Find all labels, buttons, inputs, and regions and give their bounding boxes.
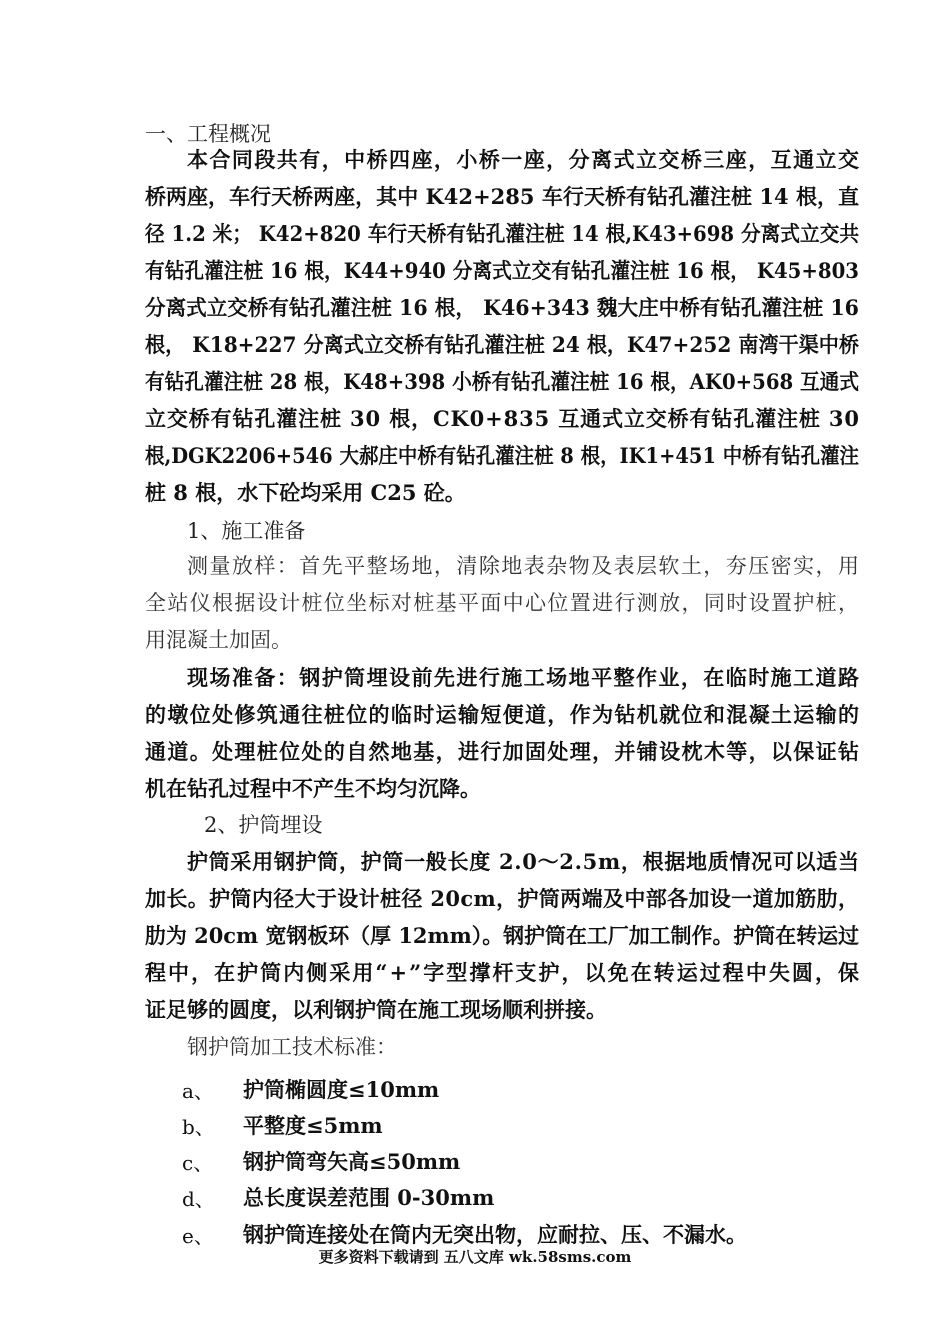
list-item-label: a、	[182, 1079, 214, 1103]
site-prep-line: 的墩位处修筑通往桩位的临时运输短便道，作为钻机就位和混凝土运输的	[145, 702, 861, 727]
casing-line: 护筒采用钢护筒，护筒一般长度 2.0～2.5m，根据地质情况可以适当	[187, 849, 860, 874]
site-prep-line: 机在钻孔过程中不产生不均匀沉降。	[145, 776, 481, 801]
list-item-label: c、	[182, 1151, 214, 1175]
casing-line: 证足够的圆度，以利钢护筒在施工现场顺利拼接。	[145, 997, 607, 1022]
paragraph-line: 本合同段共有，中桥四座，小桥一座，分离式立交桥三座，互通立交	[187, 147, 861, 172]
paragraph-line: 径 1.2 米； K42+820 车行天桥有钻孔灌注桩 14 根,K43+698 分离式立交共	[145, 221, 859, 246]
paragraph-line: 桩 8 根，水下砼均采用 C25 砼。	[145, 480, 466, 505]
paragraph-line: 有钻孔灌注桩 28 根，K48+398 小桥有钻孔灌注桩 16 根，AK0+568 互通式	[145, 369, 859, 394]
paragraph-line: 有钻孔灌注桩 16 根，K44+940 分离式立交有钻孔灌注桩 16 根， K45+803	[145, 258, 859, 283]
list-item-label: d、	[182, 1187, 215, 1211]
casing-line: 加长。护筒内径大于设计桩径 20cm，护筒两端及中部各加设一道加筋肋，	[145, 886, 860, 911]
list-item: 平整度≤5mm	[243, 1113, 383, 1138]
survey-line: 用混凝土加固。	[145, 628, 292, 652]
section-heading-preparation: 1、施工准备	[187, 519, 306, 543]
standards-title: 钢护筒加工技术标准：	[187, 1035, 397, 1059]
list-item: 钢护筒弯矢高≤50mm	[243, 1149, 461, 1174]
site-prep-line: 现场准备：钢护筒埋设前先进行施工场地平整作业，在临时施工道路	[187, 665, 861, 690]
paragraph-line: 立交桥有钻孔灌注桩 30 根，CK0+835 互通式立交桥有钻孔灌注桩 30	[145, 406, 860, 431]
section-heading-casing: 2、护筒埋设	[204, 813, 323, 837]
list-item-label: e、	[182, 1224, 214, 1248]
casing-line: 肋为 20cm 宽钢板环（厚 12mm）。钢护筒在工厂加工制作。护筒在转运过	[145, 923, 859, 948]
list-item: 钢护筒连接处在筒内无突出物，应耐拉、压、不漏水。	[243, 1222, 747, 1247]
paragraph-line: 桥两座，车行天桥两座，其中 K42+285 车行天桥有钻孔灌注桩 14 根，直	[145, 184, 860, 209]
section-heading-overview: 一、工程概况	[145, 122, 271, 146]
site-prep-line: 通道。处理桩位处的自然地基，进行加固处理，并铺设枕木等，以保证钻	[145, 739, 861, 764]
list-item: 总长度误差范围 0-30mm	[243, 1185, 495, 1210]
list-item: 护筒椭圆度≤10mm	[243, 1077, 440, 1102]
paragraph-line: 分离式立交桥有钻孔灌注桩 16 根， K46+343 魏大庄中桥有钻孔灌注桩 16	[145, 295, 859, 320]
paragraph-line: 根， K18+227 分离式立交桥有钻孔灌注桩 24 根，K47+252 南湾干渠中桥	[145, 332, 859, 357]
paragraph-line: 根,DGK2206+546 大郝庄中桥有钻孔灌注桩 8 根，IK1+451 中桥有钻孔灌注	[145, 443, 859, 468]
list-item-label: b、	[182, 1115, 215, 1139]
survey-line: 全站仪根据设计桩位坐标对桩基平面中心位置进行测放，同时设置护桩，	[145, 591, 861, 615]
survey-line: 测量放样：首先平整场地，清除地表杂物及表层软土，夯压密实，用	[187, 554, 861, 578]
footer-download-note: 更多资料下载请到 五八文库 wk.58sms.com	[318, 1248, 632, 1266]
casing-line: 程中，在护筒内侧采用“+”字型撑杆支护，以免在转运过程中失圆，保	[145, 960, 862, 985]
